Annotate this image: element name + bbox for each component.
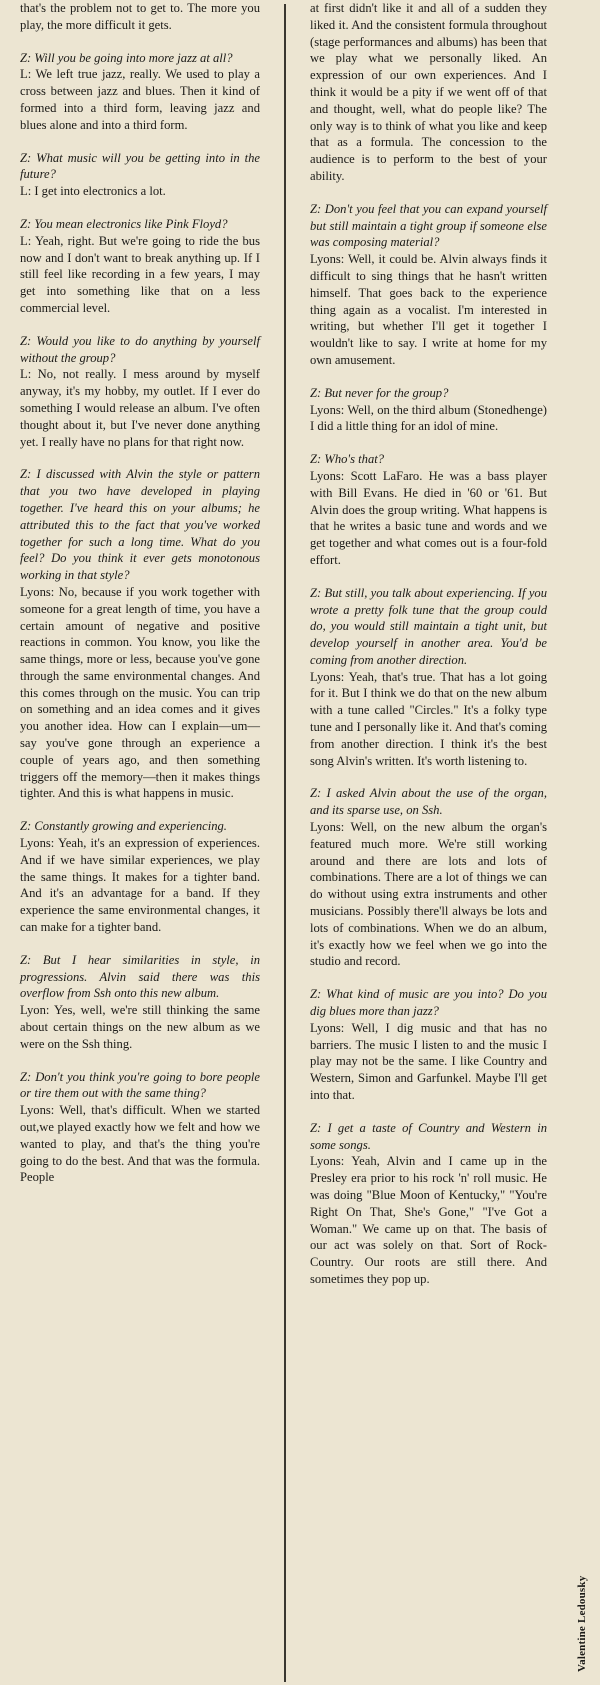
interview-answer: L: No, not really. I mess around by myself anyway, it's my hobby, my outlet. If I ever do something I would release an album. I've often thought about it, but I've never done anything yet. I really have no plans for that right now. — [20, 367, 260, 449]
interview-answer: Lyons: Well, on the new album the organ's featured much more. We're still working around and there are lots and lots of combinations. There are a lot of things we can do without using extra instruments and other musicians. Possibly there'll always be lots and lots of combinations. When we do an album, it's exactly how we feel when we go into the studio and record. — [310, 820, 547, 969]
interview-answer: that's the problem not to get to. The more you play, the more difficult it gets. — [20, 1, 260, 32]
interview-answer: L: We left true jazz, really. We used to play a cross between jazz and blues. Then it kind of formed into a third form, leaving jazz and blues alone and into a third form. — [20, 67, 260, 132]
interview-answer: Lyons: Well, I dig music and that has no barriers. The music I listen to and the music I play may not be the same. I like Country and Western, Simon and Garfunkel. Maybe I'll get into that. — [310, 1020, 547, 1103]
interview-question: Z: Constantly growing and experiencing. — [20, 819, 227, 834]
interview-question: Z: Don't you think you're going to bore people or tire them out with the same thing? — [20, 1069, 260, 1101]
photo-credit: Valentine Ledousky — [576, 1575, 588, 1672]
interview-question: Z: Will you be going into more jazz at all? — [20, 50, 233, 65]
interview-answer: Lyons: Well, that's difficult. When we started out,we played exactly how we felt and how we wanted to play, and that's the thing you're going to do the best. And that was the formula. People — [20, 1103, 260, 1185]
interview-answer: Lyons: Well, on the third album (Stonedhenge) I did a little thing for an idol of mine. — [310, 402, 547, 434]
interview-question: Z: I get a taste of Country and Western in some songs. — [310, 1120, 547, 1152]
interview-answer: L: Yeah, right. But we're going to ride the bus now and I don't want to break anything up. If I still feel like recording in a few years, I may get into something like that on a less commercial level. — [20, 233, 260, 315]
left-column — [20, 0, 260, 1685]
interview-question: Z: I asked Alvin about the use of the organ, and its sparse use, on Ssh. — [310, 786, 547, 818]
right-column — [310, 0, 547, 1685]
column-divider — [284, 4, 286, 1682]
interview-answer: Lyons: Yeah, it's an expression of experiences. And if we have similar experiences, we play the same things. It makes for a tighter band. And it's an advantage for a band. If they experience the same environmental changes, it can make for a tighter band. — [20, 836, 260, 935]
interview-answer: Lyons: Scott LaFaro. He was a bass player with Bill Evans. He died in '60 or '61. But Alvin does the group writing. What happens is that he writes a basic tune and words and we get together and what comes out is a four-fold effort. — [310, 468, 547, 567]
interview-question: Z: But still, you talk about experiencing. If you wrote a pretty folk tune that the group could do, you would still maintain a tight unit, but develop yourself in another area. You'd be coming from another direction. — [310, 585, 547, 667]
interview-question: Z: Don't you feel that you can expand yourself but still maintain a tight group if someone else was composing material? — [310, 201, 547, 250]
interview-question: Z: Who's that? — [310, 452, 385, 467]
interview-question: Z: But I hear similarities in style, in progressions. Alvin said there was this overflow from Ssh onto this new album. — [20, 952, 260, 1001]
interview-question: Z: I discussed with Alvin the style or pattern that you two have developed in playing together. I've heard this on your albums; he attributed this to the fact that you've worked together for such a long time. What do you feel? Do you think it ever gets monotonous working in that style? — [20, 467, 260, 583]
interview-question: Z: What kind of music are you into? Do you dig blues more than jazz? — [310, 987, 547, 1019]
interview-question: Z: You mean electronics like Pink Floyd? — [20, 216, 228, 231]
interview-question: Z: Would you like to do anything by yourself without the group? — [20, 333, 260, 365]
interview-answer: Lyon: Yes, well, we're still thinking the same about certain things on the new album as we were on the Ssh thing. — [20, 1003, 260, 1051]
interview-answer: Lyons: Yeah, that's true. That has a lot going for it. But I think we do that on the new album with a tune called "Circles." It's a folky type tune and I personally like it. And that's coming from another direction. I think it's the best song Alvin's written. It's worth listening to. — [310, 669, 547, 768]
interview-question: Z: But never for the group? — [310, 385, 449, 400]
interview-answer: at first didn't like it and all of a sudden they liked it. And the consistent formula throughout (stage performances and albums) has been that we play what we personally liked. An expression of our own experiences. And I think it would be a pity if we went off of that and thought, well, what do people like? The only way is to think of what you like and keep that as a formula. The concession to the audience is to perform to the best of your ability. — [310, 1, 547, 183]
interview-answer: Lyons: Yeah, Alvin and I came up in the Presley era prior to his rock 'n' roll music. He was doing "Blue Moon of Kentucky," "You're Right On That, She's Gone," "I've Got a Woman." We came up on that. The basis of our act was solely on that. Sort of Rock-Country. Our roots are still there. And sometimes they pop up. — [310, 1154, 547, 1286]
interview-question: Z: What music will you be getting into in the future? — [20, 150, 260, 182]
interview-answer: Lyons: Well, it could be. Alvin always finds it difficult to sing things that he hasn't written himself. That goes back to the experience thing again as a vocalist. I'm interested in writing, but whether I'll get it together I wouldn't like to say. I write at home for my own amusement. — [310, 252, 547, 367]
interview-answer: L: I get into electronics a lot. — [20, 184, 166, 199]
interview-answer: Lyons: No, because if you work together with someone for a great length of time, you have a certain amount of negative and positive reactions in common. You know, you like the same things, more or less, because you've gone through the same environmental changes. And this comes through on the music. You can trip on something and an idea comes and it gives you another idea. How can I explain—um—say you've gone through an experience a couple of years ago, and then something triggers off the memory—then it makes things tighter. And this is what happens in music. — [20, 584, 260, 801]
